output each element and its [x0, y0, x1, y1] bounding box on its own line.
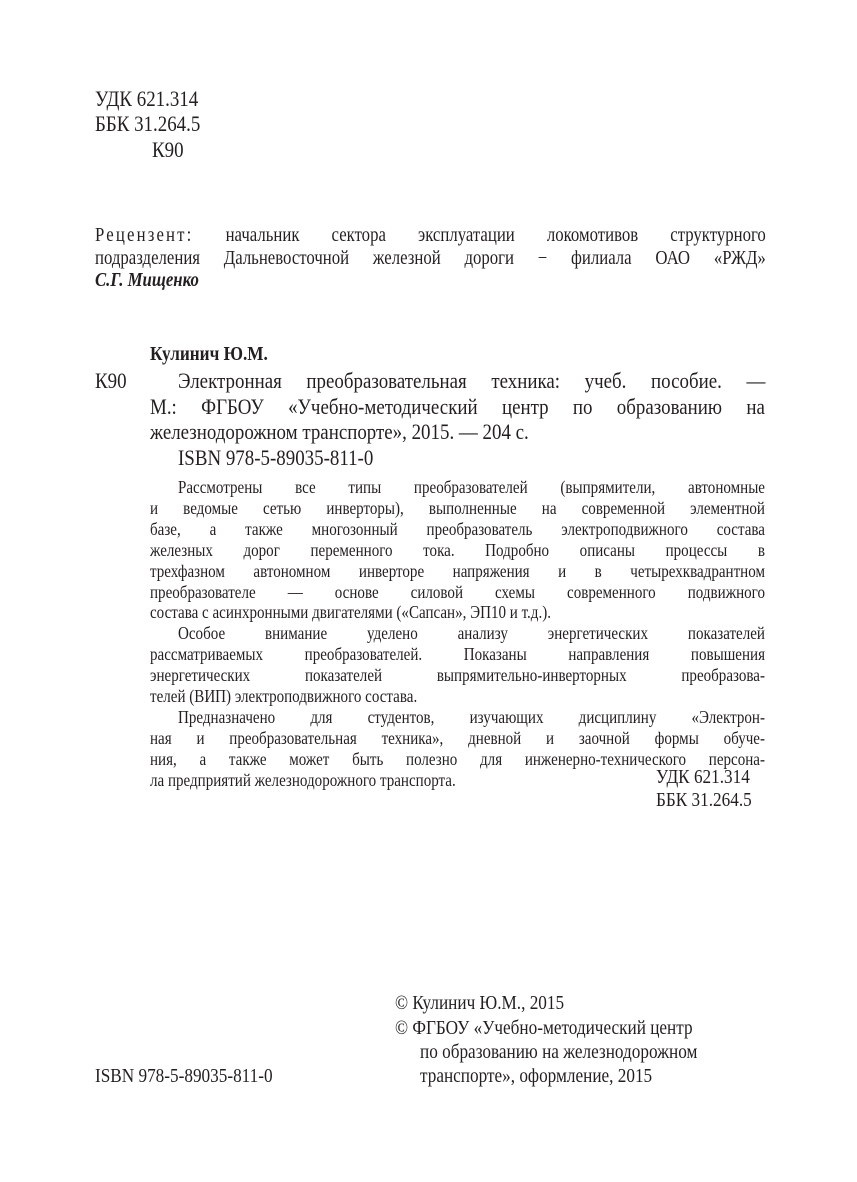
abstract-line: ла предприятий железнодорожного транспорта.	[150, 769, 456, 790]
abstract-udk: УДК 621.314	[656, 766, 750, 788]
abstract-line: Предназначено для студентов, изучающих дисциплину «Электрон-	[178, 706, 765, 727]
bib-line-1: Электронная преобразовательная техника: учеб. пособие. —	[178, 368, 766, 393]
bottom-isbn: ISBN 978-5-89035-811-0	[95, 1065, 273, 1087]
bbk-code: ББК 31.264.5	[95, 111, 201, 136]
abstract-line: ная и преобразовательная техника», дневной и заочной формы обуче-	[150, 727, 765, 748]
abstract-line: состава с асинхронными двигателями («Сапсан», ЭП10 и т.д.).	[150, 602, 552, 623]
copyright-publisher-cont-2: транспорте», оформление, 2015	[420, 1065, 653, 1087]
abstract-line: ния, а также может быть полезно для инженерно-технического персона-	[150, 748, 765, 769]
bib-author-mark: К90	[95, 368, 127, 393]
bib-line-2: М.: ФГБОУ «Учебно-методический центр по образованию на	[150, 394, 765, 419]
abstract-line: базе, а также многозонный преобразователь электроподвижного состава	[150, 518, 765, 539]
reviewer-label: Рецензент:	[95, 225, 194, 246]
abstract-bbk: ББК 31.264.5	[656, 789, 752, 811]
abstract-line: трехфазном автономном инверторе напряжения и в четырехквадрантном	[150, 560, 765, 581]
bib-line-3: железнодорожном транспорте», 2015. — 204 с.	[150, 419, 529, 444]
abstract-line: преобразователе — основе силовой схемы современного подвижного	[150, 581, 765, 602]
reviewer-line-1	[95, 226, 766, 247]
abstract-line: энергетических показателей выпрямительно-инверторных преобразова-	[150, 665, 765, 686]
abstract-line: телей (ВИП) электроподвижного состава.	[150, 686, 418, 706]
abstract-line: и ведомые сетью инверторы), выполненные на современной элементной	[150, 497, 765, 518]
abstract-line: Особое внимание уделено анализу энергетических показателей	[178, 623, 765, 644]
reviewer-name: С.Г. Мищенко	[95, 270, 199, 291]
abstract-line: Рассмотрены все типы преобразователей (выпрямители, автономные	[178, 477, 765, 497]
author-mark: К90	[152, 137, 184, 162]
copyright-author: © Кулинич Ю.М., 2015	[395, 992, 565, 1014]
author-name: Кулинич Ю.М.	[150, 343, 268, 365]
udk-code: УДК 621.314	[95, 86, 199, 111]
abstract-line: рассматриваемых преобразователей. Показаны направления повышения	[150, 644, 765, 665]
reviewer-text: начальник сектора эксплуатации локомотивов структурного	[225, 225, 766, 246]
reviewer-line-2: подразделения Дальневосточной железной дороги − филиала ОАО «РЖД»	[95, 248, 766, 269]
abstract-line: железных дорог переменного тока. Подробно описаны процессы в	[150, 539, 765, 560]
copyright-publisher: © ФГБОУ «Учебно-методический центр	[395, 1017, 693, 1039]
copyright-publisher-cont-1: по образованию на железнодорожном	[420, 1041, 698, 1063]
bib-isbn: ISBN 978-5-89035-811-0	[178, 445, 374, 470]
